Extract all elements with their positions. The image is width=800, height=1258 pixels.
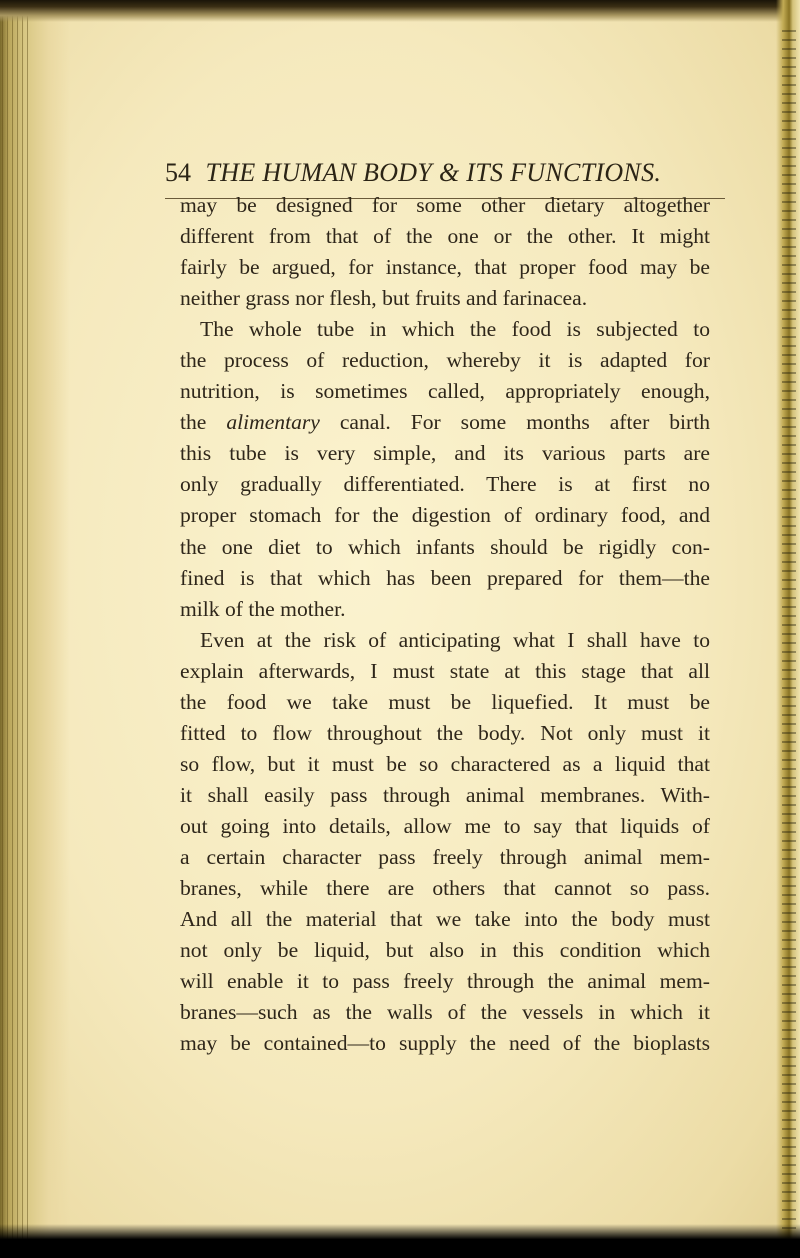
text-line: fined is that which has been prepared for them—the (180, 565, 710, 590)
page-number: 54 (165, 158, 191, 187)
text-line: the process of reduction, whereby it is adapted for (180, 348, 710, 373)
text-line: this tube is very simple, and its various parts are (180, 441, 710, 466)
text-line: may be contained—to supply the need of the bioplasts (180, 1031, 710, 1056)
text-line: fairly be argued, for instance, that proper food may be (180, 255, 710, 280)
text-line: branes, while there are others that cannot so pass. (180, 876, 710, 901)
text-line: it shall easily pass through animal membranes. With- (180, 782, 710, 807)
text-line: neither grass nor flesh, but fruits and farinacea. (180, 286, 588, 311)
text-line (180, 407, 710, 438)
text-line: the food we take must be liquefied. It must be (180, 689, 710, 714)
text-line: so flow, but it must be so charactered as a liquid that (180, 751, 710, 776)
text-line: only gradually differentiated. There is at first no (180, 472, 710, 497)
text-run: canal. For some months after birth (319, 410, 710, 435)
text-line: milk of the mother. (180, 596, 346, 621)
text-line: explain afterwards, I must state at this stage that all (180, 658, 710, 683)
paragraph-start-line: Even at the risk of anticipating what I shall have to (200, 627, 710, 652)
bottom-page-edge (0, 1224, 800, 1258)
text-line: a certain character pass freely through animal mem- (180, 844, 710, 869)
top-page-edge (0, 0, 800, 22)
body-text (180, 190, 710, 1059)
right-page-stack (782, 30, 796, 1230)
text-line: may be designed for some other dietary altogether (180, 193, 710, 217)
text-line: fitted to flow throughout the body. Not only must it (180, 720, 710, 745)
text-line: will enable it to pass freely through the animal mem- (180, 969, 710, 994)
text-line: proper stomach for the digestion of ordinary food, and (180, 503, 710, 528)
running-head (165, 158, 725, 188)
running-title: THE HUMAN BODY & ITS FUNCTIONS. (205, 158, 662, 187)
text-line: branes—such as the walls of the vessels in which it (180, 1000, 710, 1025)
text-line: nutrition, is sometimes called, appropriately enough, (180, 379, 710, 404)
text-run: the (180, 410, 227, 435)
text-line: And all the material that we take into the body must (180, 907, 710, 932)
text-line: not only be liquid, but also in this condition which (180, 938, 710, 963)
binding-page-edges (2, 0, 28, 1258)
text-line: out going into details, allow me to say that liquids of (180, 813, 710, 838)
paragraph-start-line: The whole tube in which the food is subjected to (200, 317, 710, 342)
text-line: the one diet to which infants should be rigidly con- (180, 534, 710, 559)
italic-term: alimentary (226, 410, 320, 435)
text-line: different from that of the one or the other. It might (180, 224, 710, 249)
